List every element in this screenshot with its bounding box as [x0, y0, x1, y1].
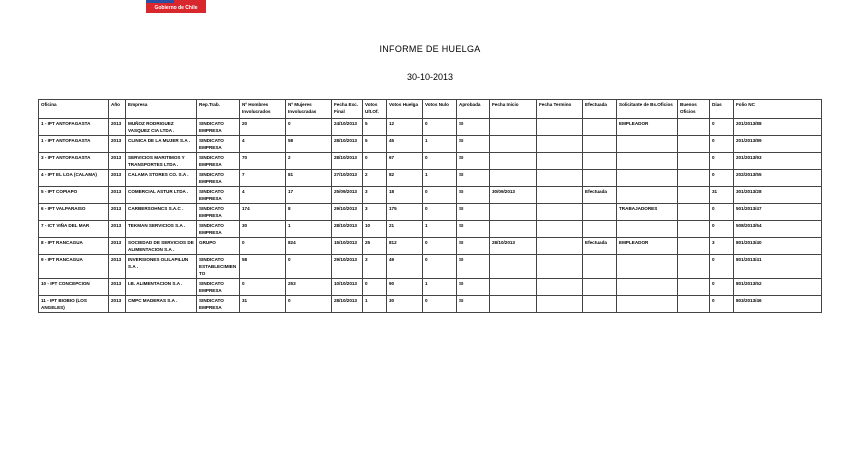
table-cell — [678, 119, 710, 136]
table-cell: SI — [457, 136, 490, 153]
table-cell: 18 — [387, 187, 423, 204]
table-cell: 58 — [240, 255, 286, 279]
table-cell — [537, 170, 583, 187]
table-cell: 0 — [710, 221, 734, 238]
table-cell: 0 — [423, 187, 457, 204]
table-cell: 3 — [363, 204, 387, 221]
report-date: 30-10-2013 — [406, 72, 454, 82]
table-cell: 21 — [387, 221, 423, 238]
table-cell: 82 — [387, 170, 423, 187]
table-row — [39, 153, 822, 170]
table-cell: 5 - IPT COPIAPO — [39, 187, 109, 204]
table-cell: 0 — [286, 296, 332, 313]
table-cell — [490, 255, 537, 279]
table-cell: 25/09/2013 — [332, 187, 363, 204]
table-cell: 1 — [363, 296, 387, 313]
table-cell: 90 — [387, 279, 423, 296]
table-cell: SI — [457, 255, 490, 279]
table-cell: 15/10/2013 — [332, 238, 363, 255]
table-cell: 202/2013/55 — [734, 170, 822, 187]
table-cell: 4 — [240, 187, 286, 204]
table-cell: 17 — [286, 187, 332, 204]
table-cell: 12 — [387, 119, 423, 136]
table-cell: 175 — [387, 204, 423, 221]
table-cell: 30/09/2013 — [490, 187, 537, 204]
table-cell: 824 — [286, 238, 332, 255]
table-cell: SINDICATO EMPRESA — [197, 204, 240, 221]
column-header: Días — [710, 100, 734, 119]
huelga-table — [38, 99, 822, 313]
table-cell: 0 — [423, 296, 457, 313]
table-cell: 2013 — [109, 238, 126, 255]
table-cell: CARBERSOHNCS S.A.C . — [126, 204, 197, 221]
table-cell: SI — [457, 119, 490, 136]
table-cell — [583, 279, 617, 296]
table-cell: 2013 — [109, 170, 126, 187]
table-cell — [537, 136, 583, 153]
table-row — [39, 204, 822, 221]
column-header: Oficina — [39, 100, 109, 119]
table-cell: 29/10/2013 — [332, 204, 363, 221]
table-cell: 3 — [710, 238, 734, 255]
table-cell — [583, 119, 617, 136]
table-cell: 0 — [710, 136, 734, 153]
table-cell — [490, 153, 537, 170]
table-cell: CMPC MADERAS S.A . — [126, 296, 197, 313]
table-cell — [678, 187, 710, 204]
table-cell: SERVICIOS MARITIMOS Y TRANSPORTES LTDA . — [126, 153, 197, 170]
table-cell: 0 — [710, 296, 734, 313]
table-cell: 27/10/2013 — [332, 170, 363, 187]
table-cell: SI — [457, 279, 490, 296]
table-cell: 0 — [423, 255, 457, 279]
table-cell — [678, 170, 710, 187]
table-cell — [678, 279, 710, 296]
table-cell: SI — [457, 153, 490, 170]
table-cell: 0 — [423, 238, 457, 255]
table-cell: 30 — [240, 221, 286, 238]
table-cell — [583, 136, 617, 153]
table-cell: 25 — [363, 238, 387, 255]
column-header: Solicitante de Bs.Oficios — [617, 100, 678, 119]
table-cell: 31 — [240, 296, 286, 313]
table-cell: 49 — [387, 255, 423, 279]
table-cell: 29/10/2013 — [332, 255, 363, 279]
table-cell: 5 — [363, 119, 387, 136]
table-row — [39, 136, 822, 153]
table-row — [39, 255, 822, 279]
table-cell: 508/2013/54 — [734, 221, 822, 238]
table-cell: 6 - IPT VALPARAISO — [39, 204, 109, 221]
table-cell — [678, 238, 710, 255]
table-cell: 31 — [710, 187, 734, 204]
table-cell — [617, 170, 678, 187]
table-cell — [490, 296, 537, 313]
table-cell: 1 — [423, 279, 457, 296]
table-cell — [490, 204, 537, 221]
table-cell — [583, 296, 617, 313]
table-cell — [537, 204, 583, 221]
table-row — [39, 119, 822, 136]
table-cell: EMPLEADOR — [617, 238, 678, 255]
table-cell: 1 — [286, 221, 332, 238]
table-cell: 2013 — [109, 187, 126, 204]
table-cell: 1 - IPT ANTOFAGASTA — [39, 119, 109, 136]
table-cell — [617, 279, 678, 296]
table-row — [39, 221, 822, 238]
table-cell: 201/2013/93 — [734, 153, 822, 170]
table-cell — [678, 255, 710, 279]
table-cell: 1 — [423, 221, 457, 238]
table-cell: 0 — [423, 153, 457, 170]
table-cell: 801/2013/52 — [734, 279, 822, 296]
table-cell: EMPLEADOR — [617, 119, 678, 136]
table-cell: 0 — [363, 279, 387, 296]
table-cell: COMERCIAL ASTUR LTDA . — [126, 187, 197, 204]
table-cell: 3 — [363, 255, 387, 279]
table-row — [39, 187, 822, 204]
table-cell: 8 - IPT RANCAGUA — [39, 238, 109, 255]
column-header: Buenos Oficios — [678, 100, 710, 119]
table-cell: INVERSIONES OLILAPILUN S.A . — [126, 255, 197, 279]
gobierno-logo — [146, 0, 206, 13]
table-cell — [678, 204, 710, 221]
table-cell: 3 - IPT ANTOFAGASTA — [39, 153, 109, 170]
table-cell: 0 — [240, 238, 286, 255]
column-header: Fecha Inicio — [490, 100, 537, 119]
table-cell: 58 — [286, 136, 332, 153]
table-cell: 10 — [363, 221, 387, 238]
table-cell: 0 — [286, 119, 332, 136]
table-cell: 0 — [710, 119, 734, 136]
table-body — [39, 119, 822, 313]
table-cell: 28/10/2013 — [332, 153, 363, 170]
table-cell: 801/2013/41 — [734, 255, 822, 279]
table-cell — [537, 119, 583, 136]
table-cell: 9 - IPT RANCAGUA — [39, 255, 109, 279]
table-cell: SI — [457, 204, 490, 221]
table-cell: 10 - IPT CONCEPCION — [39, 279, 109, 296]
column-header: Año — [109, 100, 126, 119]
table-cell: GRUPO — [197, 238, 240, 255]
table-row — [39, 279, 822, 296]
table-cell: 7 — [240, 170, 286, 187]
table-cell: 0 — [710, 204, 734, 221]
table-cell: 2013 — [109, 296, 126, 313]
table-cell: 2013 — [109, 153, 126, 170]
column-header: Votos Nulo — [423, 100, 457, 119]
table-cell — [617, 153, 678, 170]
table-cell: 0 — [710, 255, 734, 279]
table-cell: 0 — [423, 204, 457, 221]
table-cell: SI — [457, 170, 490, 187]
table-cell: SINDICATO ESTABLECIMIENTO — [197, 255, 240, 279]
column-header: Votos Ult.Of. — [363, 100, 387, 119]
table-cell — [678, 136, 710, 153]
table-cell: I.B. ALIMENTACION S.A . — [126, 279, 197, 296]
table-cell: SOCIEDAD DE SERVICIOS DE ALIMENTACION S.A . — [126, 238, 197, 255]
column-header: Fecha Termino — [537, 100, 583, 119]
table-cell: SINDICATO EMPRESA — [197, 296, 240, 313]
table-cell: 28/10/2013 — [332, 136, 363, 153]
table-cell — [583, 255, 617, 279]
table-cell: 45 — [387, 136, 423, 153]
table-cell — [617, 255, 678, 279]
table-cell: MUÑOZ RODRIGUEZ VASQUEZ CIA LTDA . — [126, 119, 197, 136]
table-cell: SI — [457, 221, 490, 238]
table-cell: 2013 — [109, 221, 126, 238]
table-cell: 4 — [240, 136, 286, 153]
table-cell: SINDICATO EMPRESA — [197, 153, 240, 170]
table-cell — [490, 119, 537, 136]
table-cell: 5 — [363, 136, 387, 153]
report-title: INFORME DE HUELGA — [379, 44, 481, 54]
table-cell — [490, 279, 537, 296]
table-cell: SI — [457, 238, 490, 255]
column-header: Votos Huelga — [387, 100, 423, 119]
table-cell: 0 — [363, 153, 387, 170]
table-cell: 1 — [423, 136, 457, 153]
table-cell: SINDICATO EMPRESA — [197, 119, 240, 136]
table-cell — [490, 221, 537, 238]
table-cell: 2 — [286, 153, 332, 170]
table-cell — [537, 296, 583, 313]
table-cell: 2013 — [109, 255, 126, 279]
table-cell: SINDICATO EMPRESA — [197, 136, 240, 153]
table-cell: 67 — [387, 153, 423, 170]
table-cell — [490, 170, 537, 187]
column-header: Folio NC — [734, 100, 822, 119]
table-cell — [537, 255, 583, 279]
table-cell — [583, 153, 617, 170]
table-cell: 8 — [286, 204, 332, 221]
column-header: Aprobada — [457, 100, 490, 119]
table-cell — [678, 153, 710, 170]
table-cell: 0 — [710, 279, 734, 296]
table-cell: CALAMA STORES CO. S.A . — [126, 170, 197, 187]
table-cell: 24/10/2013 — [332, 119, 363, 136]
column-header: Fecha Exc. Final — [332, 100, 363, 119]
table-cell: 201/2013/88 — [734, 119, 822, 136]
table-cell — [583, 221, 617, 238]
table-cell — [537, 153, 583, 170]
table-cell: 2013 — [109, 279, 126, 296]
table-cell — [537, 238, 583, 255]
column-header: Nº Mujeres Involucradas — [286, 100, 332, 119]
table-cell: 4 - IPT EL LOA (CALAMA) — [39, 170, 109, 187]
table-cell: 803/2013/46 — [734, 296, 822, 313]
table-cell: CLINICA DE LA MUJER S.A . — [126, 136, 197, 153]
logo-text: Gobierno de Chile — [146, 3, 206, 13]
table-row — [39, 296, 822, 313]
table-cell — [617, 136, 678, 153]
table-cell: SINDICATO EMPRESA — [197, 187, 240, 204]
column-header: Efectuada — [583, 100, 617, 119]
table-cell: 10/10/2013 — [332, 279, 363, 296]
table-cell: 2013 — [109, 119, 126, 136]
table-cell: 20 — [240, 119, 286, 136]
table-cell — [617, 187, 678, 204]
table-cell: 28/10/2013 — [490, 238, 537, 255]
table-cell: SI — [457, 187, 490, 204]
column-header: Nº Hombres Involucrados — [240, 100, 286, 119]
table-header-row — [39, 100, 822, 119]
table-cell — [583, 204, 617, 221]
table-cell: 2013 — [109, 136, 126, 153]
table-cell — [678, 221, 710, 238]
table-cell: 0 — [423, 119, 457, 136]
table-cell: 812 — [387, 238, 423, 255]
table-cell: SINDICATO EMPRESA — [197, 279, 240, 296]
table-cell: 7 - ICT VIÑA DEL MAR — [39, 221, 109, 238]
table-cell: 201/2013/89 — [734, 136, 822, 153]
table-cell — [678, 296, 710, 313]
table-cell: 301/2013/28 — [734, 187, 822, 204]
table-cell: TRABAJADORES — [617, 204, 678, 221]
table-cell: 253 — [286, 279, 332, 296]
table-cell: 0 — [710, 170, 734, 187]
table-cell: 0 — [240, 279, 286, 296]
table-cell: SINDICATO EMPRESA — [197, 170, 240, 187]
table-cell: 0 — [710, 153, 734, 170]
table-row — [39, 238, 822, 255]
table-cell: SINDICATO EMPRESA — [197, 221, 240, 238]
table-cell: 28/10/2013 — [332, 221, 363, 238]
table-cell: 11 - IPT BIOBIO (LOS ANGELES) — [39, 296, 109, 313]
table-cell — [537, 221, 583, 238]
table-cell: 174 — [240, 204, 286, 221]
table-cell: TEKMAN SERVICIOS S.A . — [126, 221, 197, 238]
table-cell: 70 — [240, 153, 286, 170]
column-header: Rep.Trab. — [197, 100, 240, 119]
table-cell: 801/2013/40 — [734, 238, 822, 255]
table-cell: 28/10/2013 — [332, 296, 363, 313]
table-cell: 30 — [387, 296, 423, 313]
table-cell: Efectuada — [583, 238, 617, 255]
table-cell — [617, 221, 678, 238]
table-cell: SI — [457, 296, 490, 313]
table-cell — [537, 279, 583, 296]
table-cell: Efectuada — [583, 187, 617, 204]
table-cell: 1 - IPT ANTOFAGASTA — [39, 136, 109, 153]
table-cell: 3 — [363, 187, 387, 204]
table-cell — [617, 296, 678, 313]
table-cell: 81 — [286, 170, 332, 187]
table-cell — [490, 136, 537, 153]
column-header: Empresa — [126, 100, 197, 119]
table-cell: 2 — [363, 170, 387, 187]
table-cell — [537, 187, 583, 204]
table-cell: 501/2013/47 — [734, 204, 822, 221]
table-row — [39, 170, 822, 187]
table-cell: 1 — [423, 170, 457, 187]
table-cell: 0 — [286, 255, 332, 279]
table-cell: 2013 — [109, 204, 126, 221]
table-cell — [583, 170, 617, 187]
